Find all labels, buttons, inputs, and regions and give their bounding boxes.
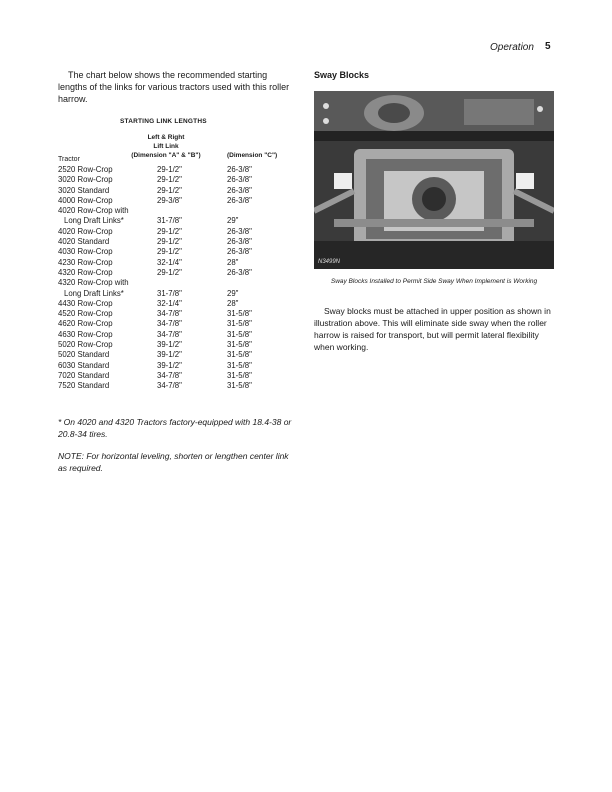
tractor-cell: 4030 Row-Crop: [58, 247, 113, 257]
intro-paragraph: The chart below shows the recommended starting lengths of the links for various tractors used with this roller harrow.: [58, 70, 290, 104]
lift-link-cell: 34-7/8": [157, 329, 182, 339]
table-row: [58, 268, 318, 278]
table-row: [58, 319, 318, 329]
table-row: [58, 175, 318, 185]
tractor-cell: 3020 Row-Crop: [58, 175, 113, 185]
table-row: [58, 165, 318, 175]
table-row: [58, 309, 318, 319]
column-header-lift-dim: (Dimension "A" & "B"): [131, 152, 201, 159]
lift-link-cell: 34-7/8": [157, 370, 182, 380]
table-row: [58, 299, 318, 309]
lift-link-cell: 29-1/2": [157, 185, 182, 195]
sway-blocks-text: Sway blocks must be attached in upper position as shown in illustration above. This will eliminate side sway when the roller harrow is raised for transport, but will permit lateral flexibility when working.: [314, 306, 551, 352]
center-link-cell: 31-5/8": [227, 340, 252, 350]
center-link-cell: 26-3/8": [227, 195, 252, 205]
lift-link-cell: 29-3/8": [157, 195, 182, 205]
column-header-tractor: Tractor: [58, 156, 80, 163]
tractor-cell: 4230 Row-Crop: [58, 257, 113, 267]
tractor-cell: 5020 Row-Crop: [58, 340, 113, 350]
table-row: [58, 289, 318, 299]
center-link-cell: 31-5/8": [227, 319, 252, 329]
lift-link-cell: 29-1/2": [157, 267, 182, 277]
column-header-center-dim: (Dimension "C"): [227, 152, 278, 159]
center-link-cell: 31-5/8": [227, 370, 252, 380]
tractor-cell: 3020 Standard: [58, 185, 110, 195]
center-link-cell: 29": [227, 216, 239, 226]
table-row: [58, 186, 318, 196]
center-link-cell: 31-5/8": [227, 329, 252, 339]
table-row: [58, 237, 318, 247]
table-row: [58, 278, 318, 288]
lift-link-cell: 31-7/8": [157, 288, 182, 298]
lift-link-cell: 29-1/2": [157, 226, 182, 236]
tractor-cell: Long Draft Links*: [64, 216, 124, 226]
tractor-cell: 2520 Row-Crop: [58, 165, 113, 174]
section-title: Operation: [490, 42, 534, 53]
lift-link-cell: 39-1/2": [157, 350, 182, 360]
lift-link-cell: 29-1/2": [157, 247, 182, 257]
center-link-cell: 26-3/8": [227, 247, 252, 257]
table-row: [58, 216, 318, 226]
tractor-cell: 7520 Standard: [58, 381, 110, 391]
center-link-cell: 26-3/8": [227, 185, 252, 195]
table-body: [58, 165, 318, 392]
tractor-cell: 4320 Row-Crop: [58, 267, 113, 277]
center-link-cell: 28": [227, 257, 239, 267]
lift-link-cell: 34-7/8": [157, 319, 182, 329]
table-row: [58, 330, 318, 340]
tractor-cell: 4430 Row-Crop: [58, 298, 113, 308]
lift-link-cell: 39-1/2": [157, 360, 182, 370]
table-row: [58, 381, 318, 391]
center-link-cell: 31-5/8": [227, 350, 252, 360]
center-link-cell: 31-5/8": [227, 360, 252, 370]
table-row: [58, 196, 318, 206]
tractor-cell: 4020 Row-Crop: [58, 226, 113, 236]
leveling-note: NOTE: For horizontal leveling, shorten or lengthen center link as required.: [58, 451, 289, 473]
page-number: 5: [545, 41, 551, 52]
lift-link-cell: 29-1/2": [157, 175, 182, 185]
lift-link-cell: 34-7/8": [157, 381, 182, 391]
tractor-cell: Long Draft Links*: [64, 288, 124, 298]
center-link-cell: 26-3/8": [227, 175, 252, 185]
sway-blocks-photo: [314, 91, 554, 269]
table-row: [58, 247, 318, 257]
lift-link-cell: 29-1/2": [157, 165, 182, 174]
table-row: [58, 227, 318, 237]
lift-link-cell: 34-7/8": [157, 309, 182, 319]
table-row: [58, 340, 318, 350]
lift-link-cell: 32-1/4": [157, 257, 182, 267]
table-title: STARTING LINK LENGTHS: [120, 118, 207, 125]
table-row: [58, 371, 318, 381]
tractor-cell: 4620 Row-Crop: [58, 319, 113, 329]
center-link-cell: 26-3/8": [227, 165, 252, 174]
tractor-cell: 4000 Row-Crop: [58, 195, 113, 205]
center-link-cell: 28": [227, 298, 239, 308]
center-link-cell: 31-5/8": [227, 381, 252, 391]
center-link-cell: 26-3/8": [227, 226, 252, 236]
table-row: [58, 258, 318, 268]
center-link-cell: 29": [227, 288, 239, 298]
lift-link-cell: 31-7/8": [157, 216, 182, 226]
tractor-cell: 7020 Standard: [58, 370, 110, 380]
lift-link-cell: 39-1/2": [157, 340, 182, 350]
sway-blocks-heading: Sway Blocks: [314, 70, 370, 80]
tractor-cell: 4020 Standard: [58, 237, 110, 247]
table-row: [58, 206, 318, 216]
center-link-cell: 31-5/8": [227, 309, 252, 319]
tractor-cell: 6030 Standard: [58, 360, 110, 370]
lift-link-cell: 32-1/4": [157, 298, 182, 308]
column-header-lift-1: Left & Right Lift Link: [147, 134, 185, 150]
tractor-cell: 4320 Row-Crop with: [58, 278, 129, 288]
center-link-cell: 26-3/8": [227, 237, 252, 247]
center-link-cell: 26-3/8": [227, 267, 252, 277]
photo-code: N3499N: [318, 259, 341, 265]
tractor-cell: 4020 Row-Crop with: [58, 206, 129, 216]
footnote: * On 4020 and 4320 Tractors factory-equipped with 18.4-38 or 20.8-34 tires.: [58, 417, 292, 439]
tractor-cell: 5020 Standard: [58, 350, 110, 360]
photo-caption: Sway Blocks Installed to Permit Side Sway When Implement is Working: [330, 278, 538, 285]
tractor-cell: 4520 Row-Crop: [58, 309, 113, 319]
table-row: [58, 350, 318, 360]
tractor-cell: 4630 Row-Crop: [58, 329, 113, 339]
table-row: [58, 361, 318, 371]
lift-link-cell: 29-1/2": [157, 237, 182, 247]
